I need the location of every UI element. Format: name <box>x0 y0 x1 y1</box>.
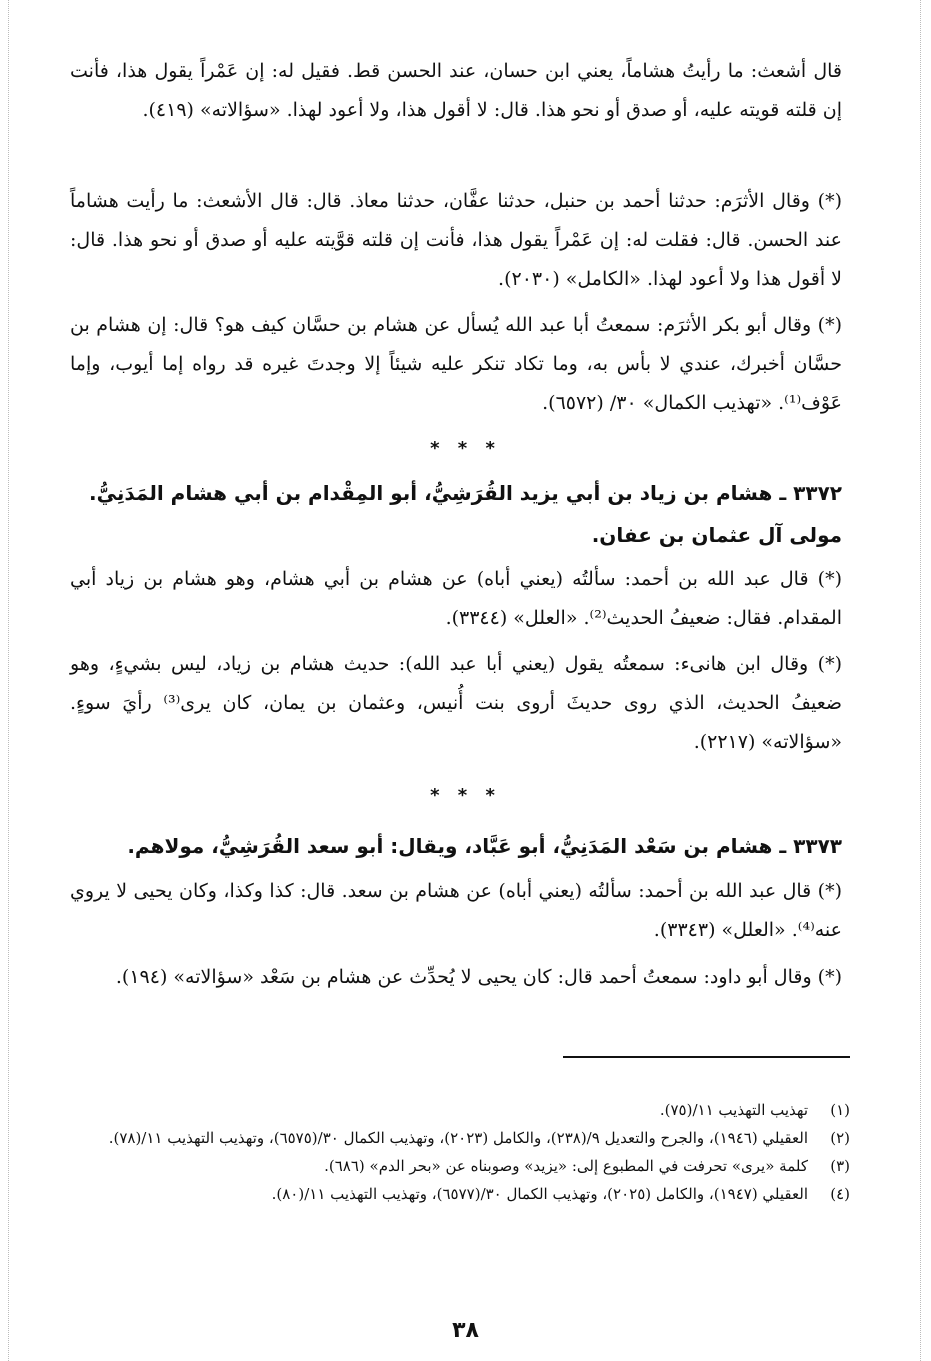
footnote-separator <box>563 1056 850 1058</box>
paragraph-abdullah-ibn-ahmad-3373: (*) قال عبد الله بن أحمد: سألتُه (يعني أباه) عن هشام بن سعد. قال: كذا وكذا، وكان يحيى لا يروي عنه⁽⁴⁾. «العلل» (٣٣٤٣). <box>70 880 842 941</box>
footnote-text: كلمة «يرى» تحرفت في المطبوع إلى: «يزيد» وصوبناه عن «بحر الدم» (٦٨٦). <box>324 1157 808 1175</box>
footnote-item <box>70 1180 850 1208</box>
footnote-text: العقيلي (١٩٤٧)، والكامل (٢٠٢٥)، وتهذيب الكمال ٣٠/(٦٥٧٧)، وتهذيب التهذيب ١١/(٨٠). <box>271 1185 808 1203</box>
footnote-text: تهذيب التهذيب ١١/(٧٥). <box>659 1101 808 1119</box>
paragraph-athram-narration: (*) وقال الأثرَم: حدثنا أحمد بن حنبل، حدثنا عفَّان، حدثنا معاذ. قال: قال الأشعث: ما رأيت هشاماً عند الحسن. قال: فقلت له: إن عَمْراً يقول هذا، فأنت إن قلته قوَّيته عليه أو صدق أو نحو هذا. قال: لا أقول هذا ولا أعود لهذا. «الكامل» (٢٠٣٠). <box>70 190 842 290</box>
paragraph-ashath-quote: قال أشعث: ما رأيتُ هشاماً، يعني ابن حسان، عند الحسن قط. فقيل له: إن عَمْراً يقول هذا، فأنت إن قلته قويته عليه، أو صدق أو نحو هذا. قال: لا أقول هذا، ولا أعود لهذا. «سؤالاته» (٤١٩). <box>70 60 842 121</box>
footnote-text: العقيلي (١٩٤٦)، والجرح والتعديل ٩/(٢٣٨)، والكامل (٢٠٢٣)، وتهذيب الكمال ٣٠/(٦٥٧٥)، وتهذيب التهذيب ١١/(٧٨). <box>108 1129 808 1147</box>
footnote-item <box>70 1152 850 1180</box>
footnote-number: (٣) <box>830 1157 850 1175</box>
scan-edge-right <box>920 0 922 1361</box>
section-divider: * * * <box>430 438 501 459</box>
footnote-number: (١) <box>830 1101 850 1119</box>
footnotes <box>70 1096 850 1208</box>
paragraph-abu-dawud: (*) وقال أبو داود: سمعتُ أحمد قال: كان يحيى لا يُحدِّث عن هشام بن سَعْد «سؤالاته» (١٩٤). <box>115 966 842 988</box>
paragraph-abdullah-ibn-ahmad-3372: (*) قال عبد الله بن أحمد: سألتُه (يعني أباه) عن هشام بن أبي هشام، وهو هشام بن زياد أبي المقدام. فقال: ضعيفُ الحديث⁽²⁾. «العلل» (٣٣٤٤). <box>70 568 842 629</box>
page-number: ٣٨ <box>452 1318 479 1343</box>
section-divider: * * * <box>430 785 501 806</box>
footnote-item <box>70 1096 850 1124</box>
paragraph-hisham-ibn-hassan: (*) وقال أبو بكر الأثرَم: سمعتُ أبا عبد الله يُسأل عن هشام بن حسَّان كيف هو؟ قال: إن هشام بن حسَّان أخبرك، عندي لا بأس به، وما تكاد تنكر عليه شيئاً إلا وجدتَ غيره قد رواه إما أيوب، وإما عَوْف⁽¹⁾. «تهذيب الكمال» ٣٠/ (٦٥٧٢). <box>70 314 842 414</box>
entry-heading-3372: ٣٣٧٢ ـ هشام بن زياد بن أبي يزيد القُرَشِيُّ، أبو المِقْدام بن أبي هشام المَدَنِيُّ. مولى آل عثمان بن عفان. <box>89 481 842 547</box>
footnote-item <box>70 1124 850 1152</box>
scan-edge-left <box>8 0 10 1361</box>
paragraph-ibn-hani: (*) وقال ابن هانىء: سمعتُه يقول (يعني أبا عبد الله): حديث هشام بن زياد، ليس بشيءٍ، وهو ضعيفُ الحديث، الذي روى حديثَ أروى بنت أُنيس، وعثمان بن يمان، كان يرى⁽³⁾ رأيَ سوءٍ. «سؤالاته» (٢٢١٧). <box>70 653 842 753</box>
entry-heading-3373: ٣٣٧٣ ـ هشام بن سَعْد المَدَنِيُّ، أبو عَبَّاد، ويقال: أبو سعد القُرَشِيُّ، مولاهم. <box>127 834 842 858</box>
footnote-number: (٢) <box>830 1129 850 1147</box>
footnote-number: (٤) <box>830 1185 850 1203</box>
